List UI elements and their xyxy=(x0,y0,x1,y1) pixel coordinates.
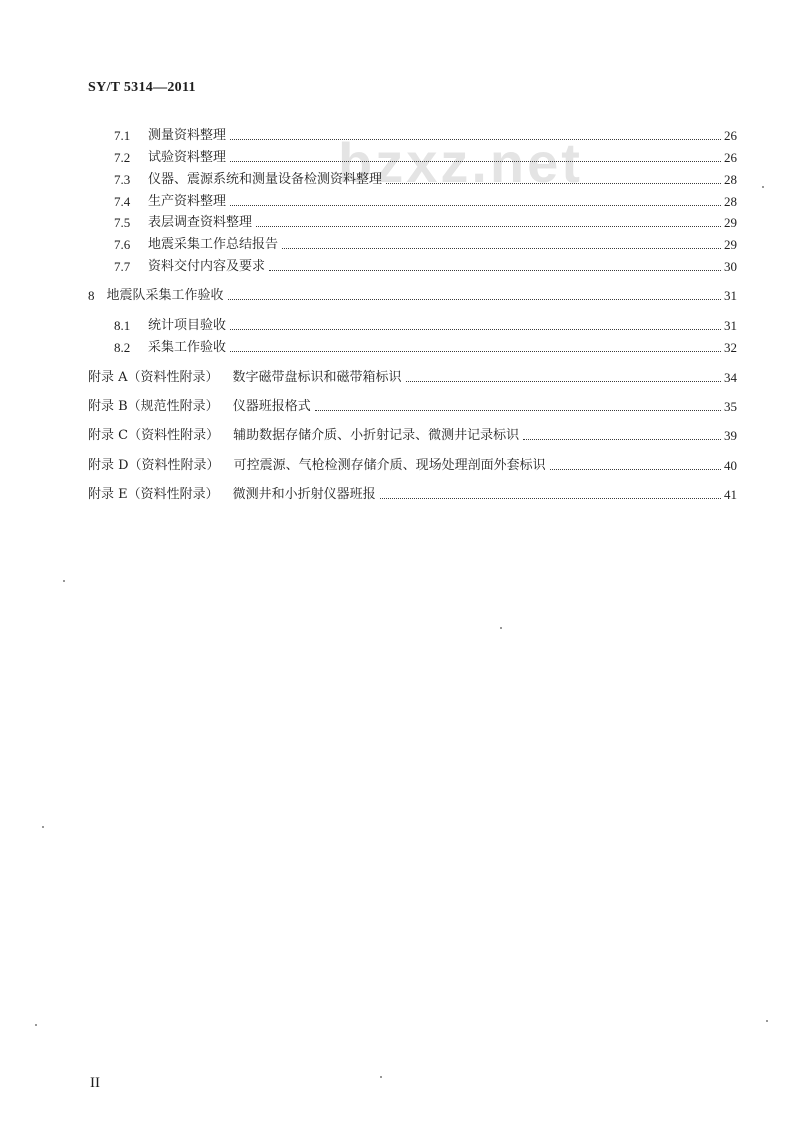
toc-entry-7-5[interactable] xyxy=(114,211,737,231)
scan-speck xyxy=(42,826,44,828)
scan-speck xyxy=(35,1024,37,1026)
toc-page-number: 31 xyxy=(724,318,737,333)
scan-speck xyxy=(766,1020,768,1022)
toc-page-number: 29 xyxy=(724,215,737,230)
toc-page-number: 40 xyxy=(724,458,737,473)
toc-page-number: 26 xyxy=(724,150,737,165)
dot-leader xyxy=(230,204,721,206)
toc-entry-appendix-b[interactable] xyxy=(88,395,737,415)
scan-speck xyxy=(762,186,764,188)
page-number-footer: II xyxy=(90,1075,100,1091)
dot-leader xyxy=(230,350,721,352)
toc-number: 7.5 xyxy=(114,215,131,230)
dot-leader xyxy=(230,138,721,140)
toc-entry-appendix-a[interactable] xyxy=(88,366,737,386)
toc-page-number: 30 xyxy=(724,259,737,274)
toc-number: 8.2 xyxy=(114,340,131,355)
toc-entry-8-1[interactable] xyxy=(114,314,737,334)
toc-title: 仪器班报格式 xyxy=(232,399,311,414)
toc-number: 8.1 xyxy=(114,318,131,333)
appendix-label: 附录 C（资料性附录） xyxy=(88,428,220,443)
scan-speck xyxy=(500,627,502,629)
dot-leader xyxy=(230,328,721,330)
appendix-label: 附录 E（资料性附录） xyxy=(88,487,219,502)
toc-page-number: 26 xyxy=(724,128,737,143)
toc-entry-appendix-c[interactable] xyxy=(88,424,737,444)
toc-title: 测量资料整理 xyxy=(148,128,227,143)
toc-title: 采集工作验收 xyxy=(148,340,227,355)
toc-page-number: 28 xyxy=(724,194,737,209)
toc-title: 地震队采集工作验收 xyxy=(106,288,224,303)
toc-entry-7-6[interactable] xyxy=(114,233,737,253)
toc-page-number: 29 xyxy=(724,237,737,252)
appendix-label: 附录 D（资料性附录） xyxy=(88,458,220,473)
toc-entry-appendix-d[interactable] xyxy=(88,454,737,474)
toc-number: 7.4 xyxy=(114,194,131,209)
toc-page-number: 39 xyxy=(724,428,737,443)
dot-leader xyxy=(269,269,721,271)
toc-title: 表层调查资料整理 xyxy=(148,215,253,230)
toc-title: 仪器、震源系统和测量设备检测资料整理 xyxy=(148,172,383,187)
toc-title: 资料交付内容及要求 xyxy=(148,259,266,274)
toc-page-number: 32 xyxy=(724,340,737,355)
dot-leader xyxy=(386,182,721,184)
dot-leader xyxy=(550,468,721,470)
scan-speck xyxy=(63,580,65,582)
toc-page-number: 28 xyxy=(724,172,737,187)
toc-title: 统计项目验收 xyxy=(148,318,227,333)
toc-page-number: 34 xyxy=(724,370,737,385)
dot-leader xyxy=(228,298,721,300)
dot-leader xyxy=(315,409,721,411)
toc-number: 7.6 xyxy=(114,237,131,252)
dot-leader xyxy=(256,225,721,227)
toc-number: 7.3 xyxy=(114,172,131,187)
toc-title: 生产资料整理 xyxy=(148,194,227,209)
dot-leader xyxy=(230,160,721,162)
toc-page-number: 35 xyxy=(724,399,737,414)
toc-title: 地震采集工作总结报告 xyxy=(148,237,279,252)
toc-number: 7.7 xyxy=(114,259,131,274)
toc-title: 试验资料整理 xyxy=(148,150,227,165)
dot-leader xyxy=(406,380,721,382)
toc-number: 7.1 xyxy=(114,128,131,143)
toc-entry-8-2[interactable] xyxy=(114,336,737,356)
toc-entry-7-4[interactable] xyxy=(114,190,737,210)
toc-entry-7-3[interactable] xyxy=(114,168,737,188)
toc-page-number: 41 xyxy=(724,487,737,502)
dot-leader xyxy=(282,247,721,249)
toc-page-number: 31 xyxy=(724,288,737,303)
appendix-label: 附录 B（规范性附录） xyxy=(88,399,219,414)
toc-entry-7-1[interactable] xyxy=(114,124,737,144)
dot-leader xyxy=(523,438,721,440)
toc-entry-appendix-e[interactable] xyxy=(88,483,737,503)
toc-entry-7-7[interactable] xyxy=(114,255,737,275)
toc-title: 可控震源、气枪检测存储介质、现场处理剖面外套标识 xyxy=(233,458,546,473)
dot-leader xyxy=(380,497,721,499)
scan-speck xyxy=(380,1076,382,1078)
toc-title: 微测井和小折射仪器班报 xyxy=(232,487,376,502)
toc-entry-8[interactable] xyxy=(88,284,737,304)
toc-title: 数字磁带盘标识和磁带箱标识 xyxy=(232,370,402,385)
toc-entry-7-2[interactable] xyxy=(114,146,737,166)
toc-number: 8 xyxy=(88,288,95,303)
toc-title: 辅助数据存储介质、小折射记录、微测井记录标识 xyxy=(233,428,520,443)
standard-code-header: SY/T 5314—2011 xyxy=(88,80,196,95)
appendix-label: 附录 A（资料性附录） xyxy=(88,370,219,385)
watermark: bzxz.net xyxy=(338,131,583,194)
toc-number: 7.2 xyxy=(114,150,131,165)
